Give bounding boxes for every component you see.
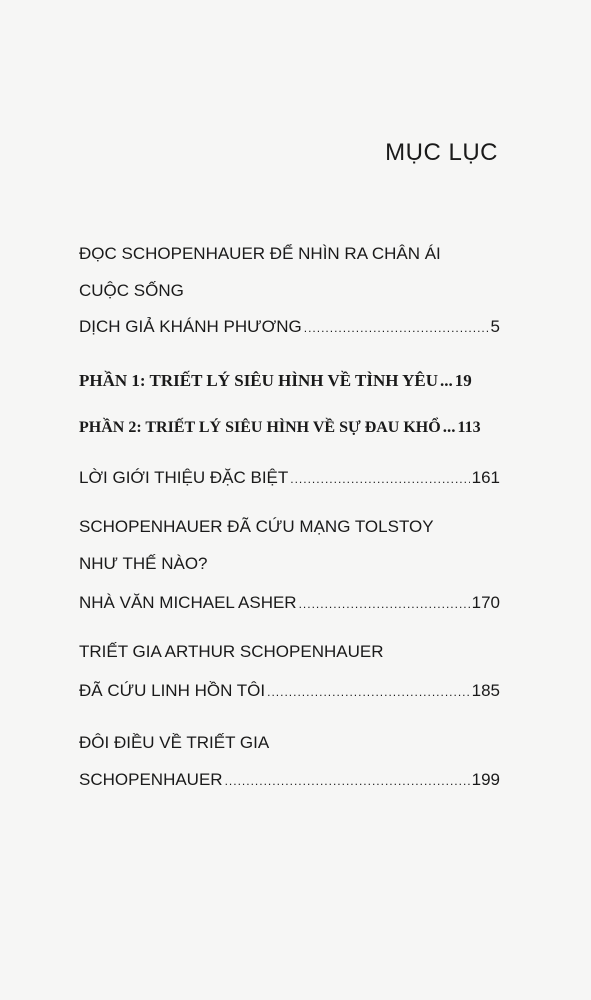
toc-about-title-line-1: ĐÔI ĐIỀU VỀ TRIẾT GIA <box>79 733 270 752</box>
dot-leader <box>267 681 470 703</box>
toc-soul-title-line-1: TRIẾT GIA ARTHUR SCHOPENHAUER <box>79 642 384 661</box>
toc-soul-title-line-2: ĐÃ CỨU LINH HỒN TÔI <box>79 681 266 700</box>
toc-page-number: 113 <box>457 419 481 436</box>
page-title: MỤC LỤC <box>385 139 498 166</box>
toc-entry-part-1[interactable] <box>79 370 500 392</box>
toc-entry-soul[interactable] <box>79 680 500 703</box>
toc-tolstoy-title-line-2: NHƯ THẾ NÀO? <box>79 554 208 573</box>
toc-part-2-label: PHẦN 2: TRIẾT LÝ SIÊU HÌNH VỀ SỰ ĐAU KHỔ <box>79 419 441 436</box>
toc-intro-title-line-1: ĐỌC SCHOPENHAUER ĐỂ NHÌN RA CHÂN ÁI <box>79 244 441 263</box>
dot-leader <box>440 370 453 392</box>
toc-page-number: 19 <box>454 371 472 390</box>
toc-entry-tolstoy[interactable] <box>79 592 500 615</box>
toc-part-1-label: PHẦN 1: TRIẾT LÝ SIÊU HÌNH VỀ TÌNH YÊU <box>79 371 438 390</box>
dot-leader <box>304 317 489 339</box>
toc-intro-title-line-2: CUỘC SỐNG <box>79 281 184 300</box>
toc-entry-part-2[interactable] <box>79 416 500 439</box>
toc-tolstoy-title-line-1: SCHOPENHAUER ĐÃ CỨU MẠNG TOLSTOY <box>79 517 434 536</box>
dot-leader <box>443 416 456 438</box>
toc-page-number: 161 <box>471 468 500 487</box>
toc-special-label: LỜI GIỚI THIỆU ĐẶC BIỆT <box>79 468 289 487</box>
toc-about-title-line-2: SCHOPENHAUER <box>79 770 223 789</box>
toc-tolstoy-author: NHÀ VĂN MICHAEL ASHER <box>79 593 297 612</box>
dot-leader <box>290 468 469 490</box>
toc-page-number: 185 <box>471 681 500 700</box>
toc-page-number: 5 <box>490 317 500 336</box>
toc-intro-author: DỊCH GIẢ KHÁNH PHƯƠNG <box>79 317 302 336</box>
dot-leader <box>299 593 470 615</box>
toc-entry-about[interactable] <box>79 769 500 792</box>
dot-leader <box>225 770 470 792</box>
toc-entry-special[interactable] <box>79 467 500 490</box>
toc-page-number: 199 <box>471 770 500 789</box>
toc-entry-intro[interactable] <box>79 316 500 339</box>
toc-page-number: 170 <box>471 593 500 612</box>
